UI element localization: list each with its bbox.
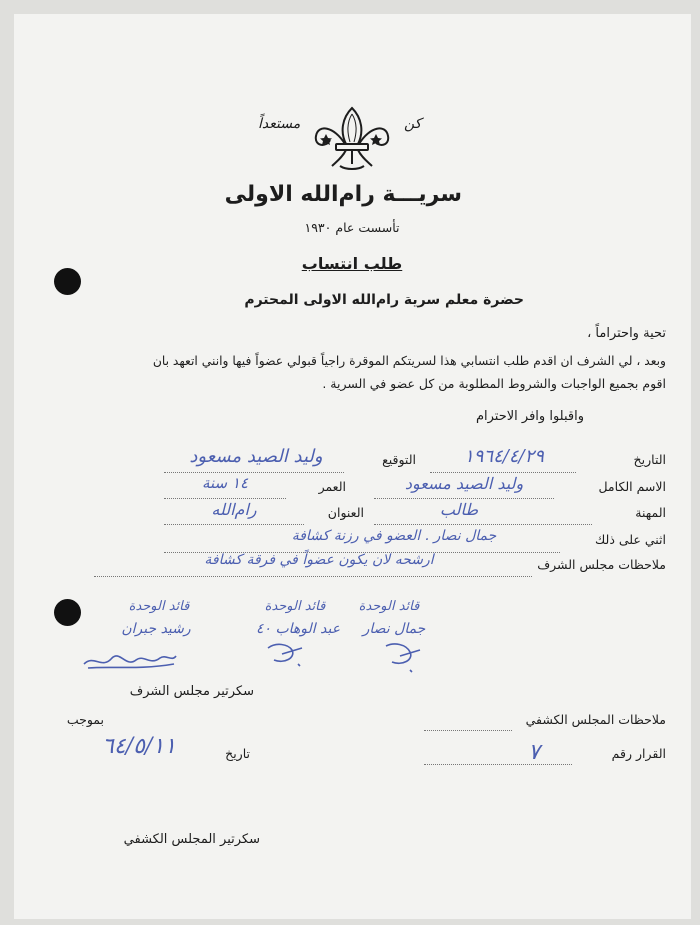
date-label: التاريخ bbox=[633, 452, 666, 467]
age-label: العمر bbox=[318, 479, 346, 494]
signature-mark-icon bbox=[380, 640, 430, 674]
punch-hole-lower bbox=[54, 599, 81, 626]
decision-number-value: ٧ bbox=[528, 740, 540, 765]
decision-date-value: ٦٤/٥/١١ bbox=[102, 734, 176, 759]
council-secretary-label: سكرتير مجلس الشرف bbox=[129, 684, 254, 699]
address-label: العنوان bbox=[327, 505, 364, 520]
application-form-sheet bbox=[14, 14, 691, 919]
addressee-line: حضرة معلم سرية رام‌الله الاولى المحترم bbox=[244, 292, 524, 308]
letter-greeting: تحية واحتراماً ، bbox=[587, 326, 666, 341]
council-notes-underline bbox=[94, 576, 532, 577]
letter-line-2: اقوم بجميع الواجبات والشروط المطلوبة من كل عضو في السرية . bbox=[322, 376, 666, 391]
full-name-underline bbox=[374, 498, 554, 499]
council-signature-title-2: قائد الوحدة bbox=[264, 599, 326, 614]
endorsed-value: جمال نصار . العضو في رزنة كشافة bbox=[291, 528, 497, 544]
council-notes-label: ملاحظات مجلس الشرف bbox=[537, 557, 666, 572]
council-notes-value: ارشحه لان يكون عضواً في فرقة كشافة bbox=[204, 552, 434, 568]
motto-left: مستعداً bbox=[258, 116, 301, 132]
signature-scribble-icon bbox=[80, 644, 180, 674]
letter-closing: واقبلوا وافر الاحترام bbox=[475, 409, 584, 424]
profession-label: المهنة bbox=[635, 505, 666, 520]
council-signature-name-3: جمال نصار bbox=[362, 621, 426, 637]
fleur-de-lis-icon bbox=[312, 104, 392, 172]
date-underline bbox=[430, 472, 576, 473]
signature-label: التوقيع bbox=[382, 452, 416, 467]
punch-hole-upper bbox=[54, 268, 81, 295]
council-signature-name-1: رشيد جبران bbox=[121, 621, 191, 637]
scout-council-secretary-label: سكرتير المجلس الكشفي bbox=[123, 832, 260, 847]
age-underline bbox=[164, 498, 286, 499]
address-underline bbox=[164, 524, 304, 525]
troop-name-heading: سريـــة رام‌الله الاولى bbox=[224, 182, 462, 207]
signature-value: وليد الصيد مسعود bbox=[189, 446, 323, 467]
date-value: ١٩٦٤/٤/٢٩ bbox=[464, 446, 544, 467]
council-signature-title-1: قائد الوحدة bbox=[128, 599, 190, 614]
profession-underline bbox=[374, 524, 592, 525]
letter-line-1: وبعد ، لي الشرف ان اقدم طلب انتسابي هذا لسريتكم الموقرة راجياً قبولي عضواً فيها وانني اتعهد بان bbox=[152, 354, 666, 368]
age-value: ١٤ سنة bbox=[201, 474, 249, 492]
council-signature-name-2: عبد الوهاب ٤٠ bbox=[255, 621, 341, 637]
scout-council-notes-underline bbox=[424, 730, 512, 731]
council-signature-title-3: قائد الوحدة bbox=[358, 599, 420, 614]
founded-year: تأسست عام ١٩٣٠ bbox=[304, 220, 400, 235]
pursuant-label: بموجب bbox=[66, 712, 104, 727]
signature-underline bbox=[164, 472, 344, 473]
profession-value: طالب bbox=[439, 500, 479, 519]
decision-date-label: تاريخ bbox=[225, 746, 250, 761]
form-title: طلب انتساب bbox=[301, 254, 403, 273]
decision-number-label: القرار رقم bbox=[611, 746, 666, 761]
endorsed-label: اثني على ذلك bbox=[594, 532, 666, 547]
full-name-label: الاسم الكامل bbox=[598, 479, 666, 494]
signature-mark-icon bbox=[262, 640, 312, 670]
full-name-value: وليد الصيد مسعود bbox=[404, 474, 524, 493]
address-value: رام‌الله bbox=[211, 500, 257, 519]
motto-right: كن bbox=[404, 116, 422, 132]
scout-council-notes-label: ملاحظات المجلس الكشفي bbox=[525, 712, 666, 727]
